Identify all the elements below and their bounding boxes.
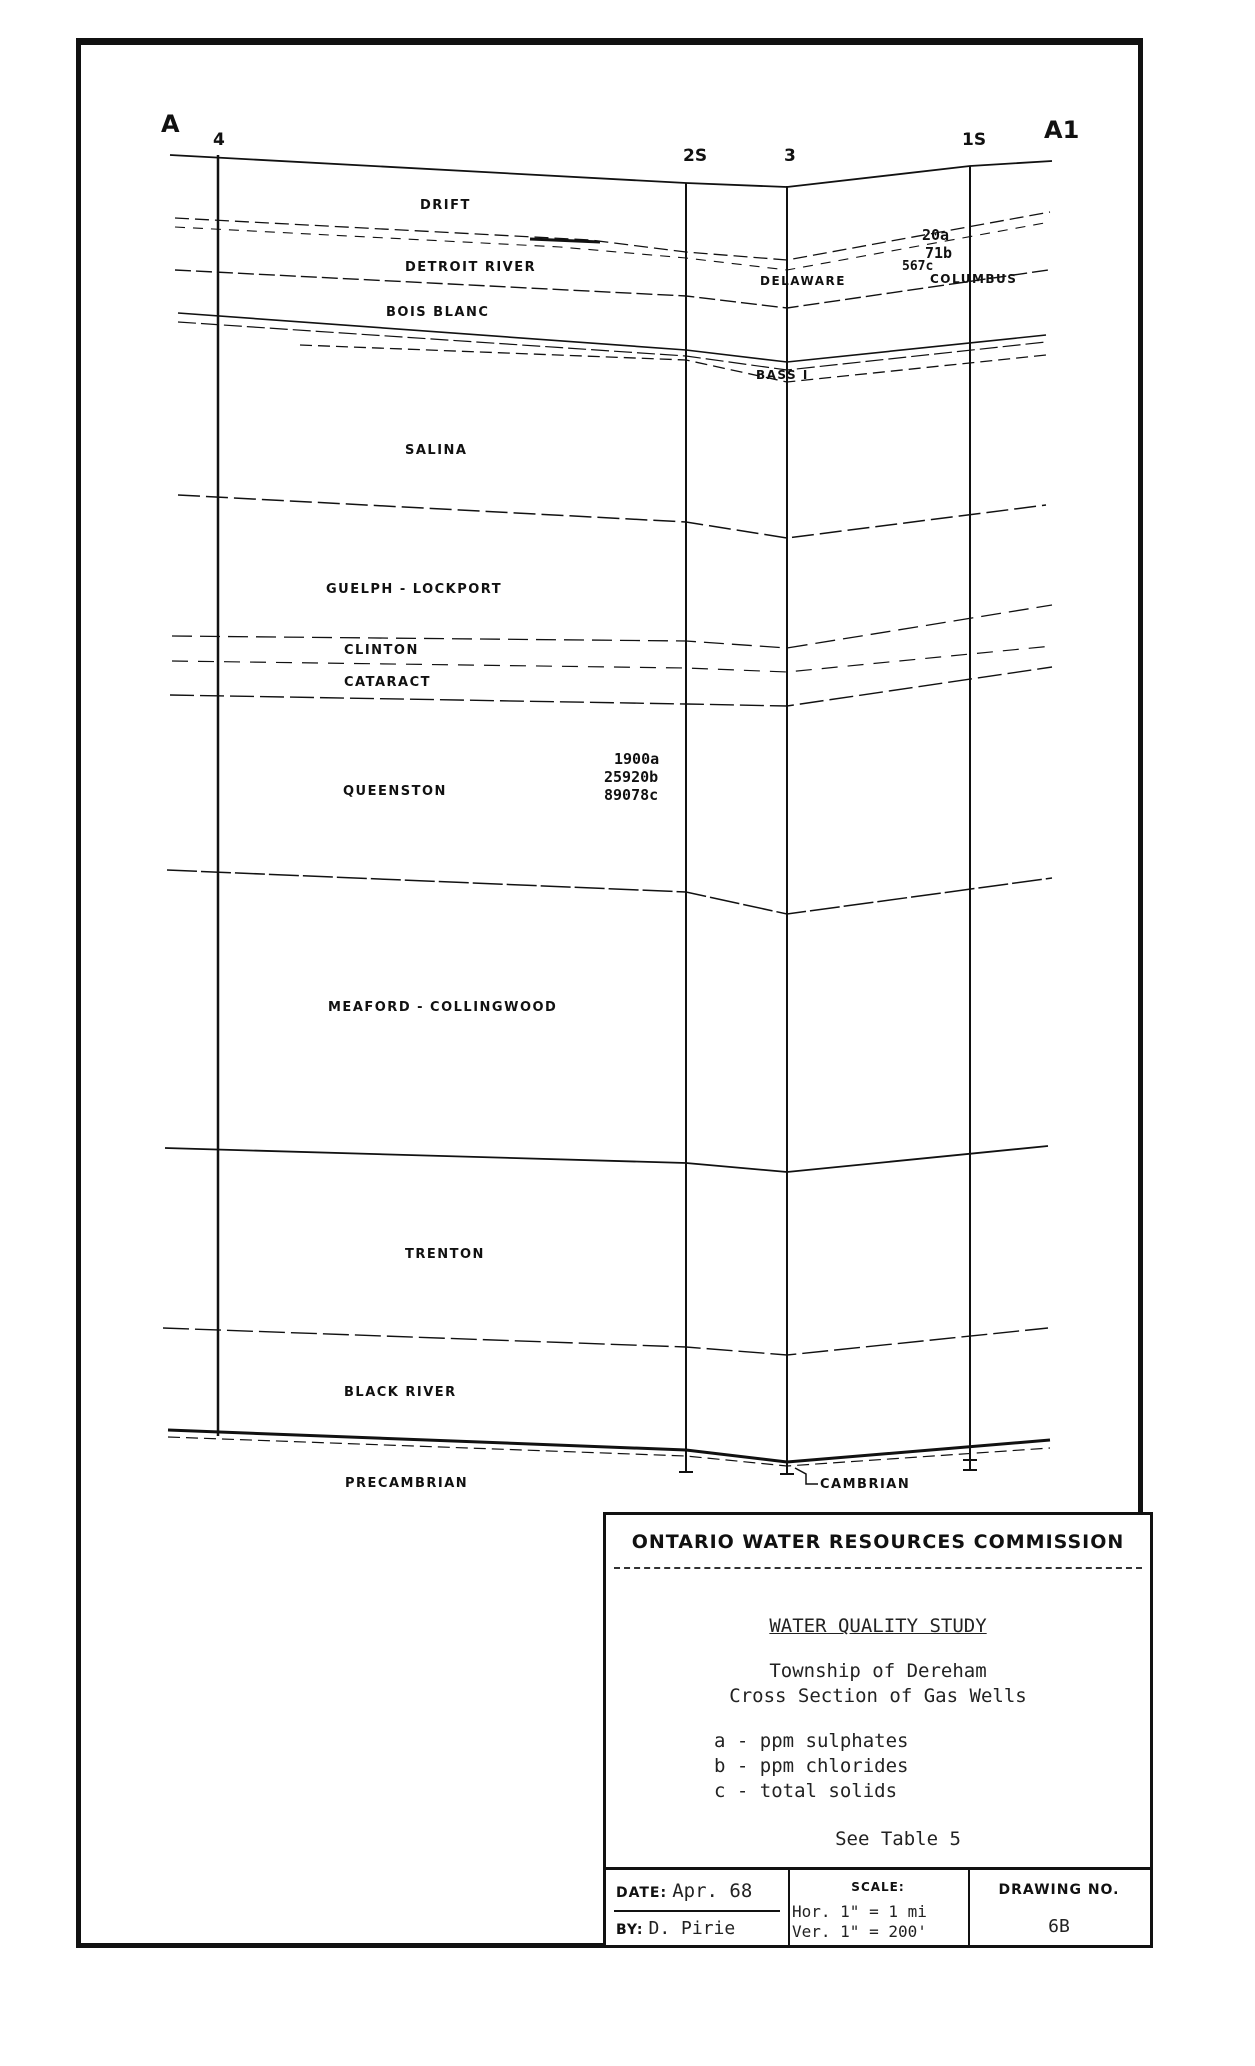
study-title: WATER QUALITY STUDY <box>769 1615 987 1637</box>
formation-bass-islands-label: BASS I <box>756 368 809 382</box>
cambrian-marker <box>795 1468 818 1484</box>
by-label: BY: <box>616 1922 644 1938</box>
sample-1s-c: 567c <box>902 259 934 274</box>
sample-2s-c: 89078c <box>604 786 659 804</box>
table-reference: See Table 5 <box>835 1828 961 1850</box>
well-2s-label: 2S <box>683 146 708 166</box>
contact-precambrian <box>168 1430 1050 1462</box>
contact-boisblanc-top-2 <box>178 322 1046 370</box>
formation-columbus-label: COLUMBUS <box>930 272 1018 286</box>
contact-queenston-top <box>170 667 1052 706</box>
legend-item-b: b - ppm chlorides <box>714 1755 909 1777</box>
formation-queenston-label: QUEENSTON <box>343 784 447 799</box>
contact-meaford-top <box>167 870 1052 914</box>
contact-cataract-top <box>172 646 1052 672</box>
date-cell <box>606 1870 790 1945</box>
scale-vertical: Ver. 1" = 200' <box>792 1922 927 1941</box>
legend-item-a: a - ppm sulphates <box>714 1730 909 1752</box>
sample-2s-a: 1900a <box>614 750 660 768</box>
drawing-number-value: 6B <box>1048 1916 1070 1937</box>
formation-detroit-river-label: DETROIT RIVER <box>405 260 537 275</box>
sample-1s-a: 20a <box>922 226 950 244</box>
formation-delaware-label: DELAWARE <box>760 274 846 288</box>
formation-cataract-label: CATARACT <box>344 675 431 690</box>
township-name: Township of Dereham <box>769 1660 987 1682</box>
formation-drift-label: DRIFT <box>420 198 471 213</box>
scale-cell <box>788 1870 970 1945</box>
contact-trenton-top <box>165 1146 1048 1172</box>
sample-1s-b: 71b <box>925 244 953 262</box>
formation-cambrian-label: CAMBRIAN <box>820 1477 911 1492</box>
title-block <box>603 1512 1153 1948</box>
drawing-number-cell <box>968 1870 1150 1945</box>
contact-clinton-top <box>172 605 1052 648</box>
by-value: D. Pirie <box>648 1918 736 1939</box>
date-label: DATE: <box>616 1885 668 1901</box>
scale-label: SCALE: <box>851 1880 905 1894</box>
contact-bass-top <box>300 345 1046 382</box>
formation-bois-blanc-label: BOIS BLANC <box>386 305 490 320</box>
contact-boisblanc-top-1 <box>178 313 1046 362</box>
contact-detroit-base <box>175 270 1048 308</box>
well-3-label: 3 <box>784 146 796 166</box>
formation-clinton-label: CLINTON <box>344 643 419 658</box>
formation-meaford-collingwood-label: MEAFORD - COLLINGWOOD <box>328 1000 558 1015</box>
drawing-number-label: DRAWING NO. <box>998 1882 1120 1898</box>
legend-item-c: c - total solids <box>714 1780 898 1802</box>
formation-salina-label: SALINA <box>405 443 468 458</box>
contact-top <box>170 155 1052 187</box>
title-block-footer <box>606 1867 1150 1945</box>
formation-trenton-label: TRENTON <box>405 1247 485 1262</box>
section-end-a1: A1 <box>1044 116 1080 144</box>
contact-blackriver-top <box>163 1328 1048 1355</box>
drawing-subject: Cross Section of Gas Wells <box>729 1685 1027 1707</box>
title-divider <box>614 1567 1142 1569</box>
section-end-a: A <box>161 110 180 138</box>
scale-horizontal: Hor. 1" = 1 mi <box>792 1902 927 1921</box>
contact-drift-solid <box>530 239 600 242</box>
formation-guelph-lockport-label: GUELPH - LOCKPORT <box>326 582 503 597</box>
formation-black-river-label: BLACK RIVER <box>344 1385 457 1400</box>
contact-drift-base-1 <box>175 212 1050 260</box>
sample-2s-b: 25920b <box>604 768 659 786</box>
well-1s-label: 1S <box>962 130 987 150</box>
formation-precambrian-label: PRECAMBRIAN <box>345 1476 469 1491</box>
contact-salina-top <box>178 495 1046 538</box>
agency-name: ONTARIO WATER RESOURCES COMMISSION <box>631 1531 1125 1553</box>
date-value: Apr. 68 <box>672 1880 753 1902</box>
well-4-label: 4 <box>213 130 225 150</box>
